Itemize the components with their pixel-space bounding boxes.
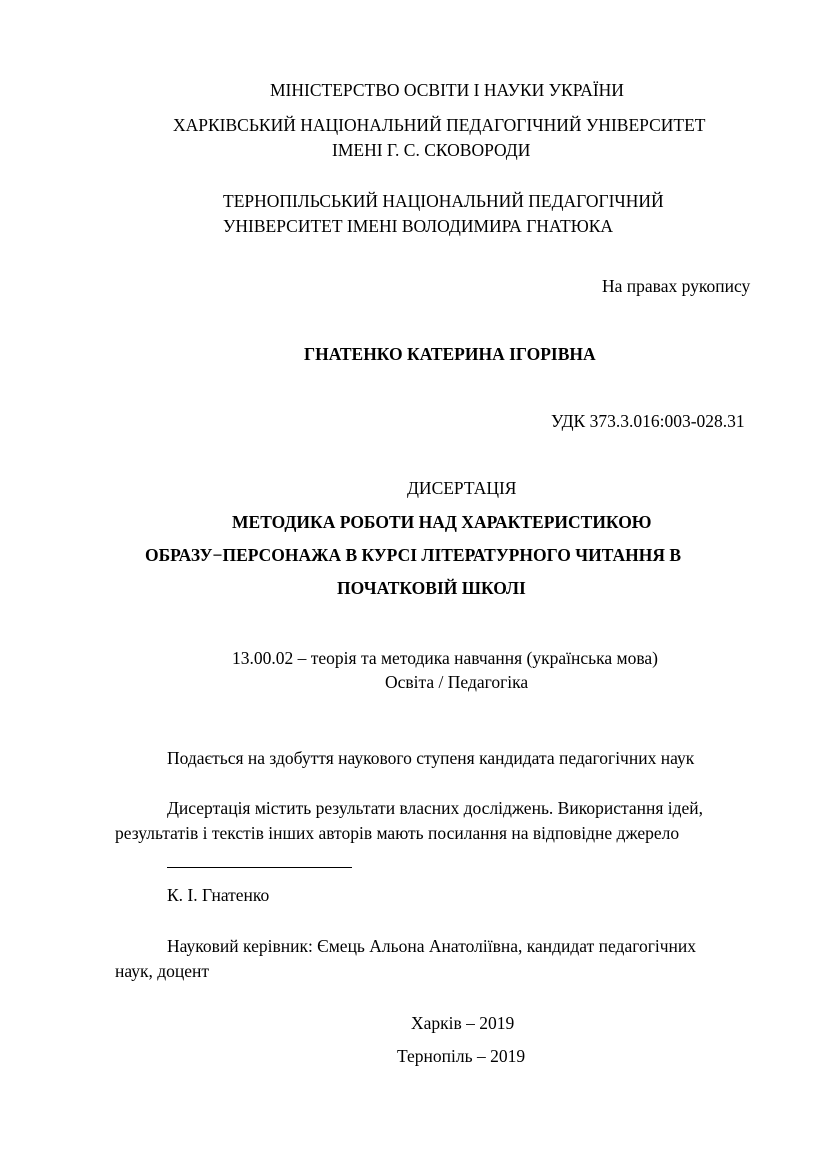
originality-statement-line2: результатів і текстів інших авторів мають посилання на відповідне джерело: [115, 823, 680, 843]
thesis-title-line1: МЕТОДИКА РОБОТИ НАД ХАРАКТЕРИСТИКОЮ: [232, 512, 652, 532]
signature-line: [167, 867, 352, 868]
university-kharkiv-line2: ІМЕНІ Г. С. СКОВОРОДИ: [332, 140, 531, 160]
university-ternopil-line1: ТЕРНОПІЛЬСЬКИЙ НАЦІОНАЛЬНИЙ ПЕДАГОГІЧНИЙ: [223, 191, 664, 211]
work-type: ДИСЕРТАЦІЯ: [407, 478, 517, 498]
university-kharkiv-line1: ХАРКІВСЬКИЙ НАЦІОНАЛЬНИЙ ПЕДАГОГІЧНИЙ УНІВЕРСИТЕТ: [173, 115, 706, 135]
manuscript-note: На правах рукопису: [602, 276, 751, 296]
ministry-name: МІНІСТЕРСТВО ОСВІТИ І НАУКИ УКРАЇНИ: [270, 80, 624, 100]
supervisor-line2: наук, доцент: [115, 961, 210, 981]
signature-name: К. І. Гнатенко: [167, 885, 270, 905]
originality-statement-line1: Дисертація містить результати власних досліджень. Використання ідей,: [167, 798, 704, 818]
degree-statement: Подається на здобуття наукового ступеня кандидата педагогічних наук: [167, 748, 695, 768]
university-ternopil-line2: УНІВЕРСИТЕТ ІМЕНІ ВОЛОДИМИРА ГНАТЮКА: [223, 216, 614, 236]
thesis-title-line2: ОБРАЗУ−ПЕРСОНАЖА В КУРСІ ЛІТЕРАТУРНОГО ЧИТАННЯ В: [145, 545, 682, 565]
place-year-kharkiv: Харків – 2019: [411, 1013, 515, 1033]
place-year-ternopil: Тернопіль – 2019: [397, 1046, 526, 1066]
author-name: ГНАТЕНКО КАТЕРИНА ІГОРІВНА: [304, 344, 596, 364]
thesis-title-line3: ПОЧАТКОВІЙ ШКОЛІ: [337, 578, 526, 598]
specialty-code: 13.00.02 – теорія та методика навчання (українська мова): [232, 648, 658, 668]
udc-code: УДК 373.3.016:003-028.31: [551, 411, 745, 431]
field-of-study: Освіта / Педагогіка: [385, 672, 529, 692]
supervisor-line1: Науковий керівник: Ємець Альона Анатоліївна, кандидат педагогічних: [167, 936, 697, 956]
